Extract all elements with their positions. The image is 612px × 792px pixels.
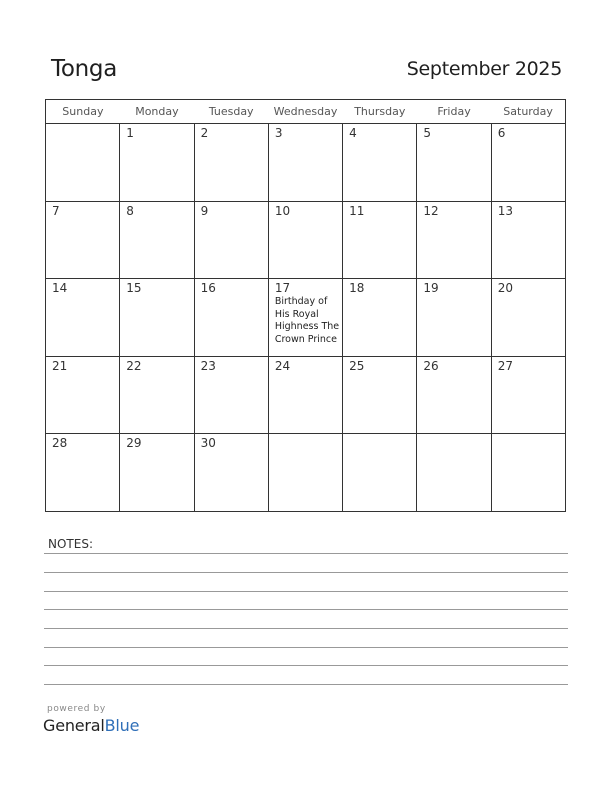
country-title: Tonga bbox=[51, 56, 117, 82]
day-cell bbox=[491, 124, 565, 202]
day-cell bbox=[343, 124, 417, 202]
day-number: 30 bbox=[200, 436, 216, 451]
day-number: 18 bbox=[349, 281, 365, 296]
day-number: 17 bbox=[274, 281, 291, 296]
day-number: 5 bbox=[423, 126, 432, 140]
day-cell bbox=[268, 124, 342, 202]
day-cell bbox=[46, 279, 120, 357]
weekday-saturday: Saturday bbox=[491, 100, 565, 124]
day-cell bbox=[417, 124, 491, 202]
day-cell-empty bbox=[343, 434, 417, 512]
week-row-3 bbox=[46, 279, 566, 357]
day-number: 12 bbox=[423, 203, 439, 218]
day-cell bbox=[194, 201, 268, 279]
day-cell bbox=[417, 356, 491, 434]
day-cell-empty bbox=[417, 434, 491, 512]
calendar-grid bbox=[45, 99, 566, 512]
day-number: 7 bbox=[52, 203, 60, 218]
day-cell bbox=[194, 279, 268, 357]
powered-by-text: powered by bbox=[47, 704, 106, 714]
month-title: September 2025 bbox=[406, 58, 562, 80]
week-row-5 bbox=[46, 434, 566, 512]
day-number: 10 bbox=[274, 203, 291, 218]
note-line bbox=[44, 647, 568, 648]
day-cell bbox=[343, 279, 417, 357]
day-cell bbox=[491, 201, 565, 279]
day-cell-empty bbox=[491, 434, 565, 512]
day-cell bbox=[46, 201, 120, 279]
day-cell bbox=[194, 356, 268, 434]
day-number: 20 bbox=[497, 281, 513, 296]
day-cell bbox=[194, 124, 268, 202]
note-line bbox=[44, 591, 568, 592]
day-number: 4 bbox=[349, 126, 357, 140]
day-cell-holiday bbox=[268, 279, 342, 357]
day-cell bbox=[343, 356, 417, 434]
day-number: 8 bbox=[126, 203, 134, 218]
day-cell-empty bbox=[268, 434, 342, 512]
note-line bbox=[44, 684, 568, 685]
day-cell bbox=[268, 201, 342, 279]
holiday-event: Birthday of His Royal Highness The Crown Prince bbox=[274, 296, 340, 345]
day-number: 3 bbox=[274, 126, 283, 140]
day-number: 21 bbox=[52, 358, 68, 373]
day-number: 19 bbox=[423, 281, 439, 296]
day-cell bbox=[120, 356, 194, 434]
day-cell bbox=[417, 279, 491, 357]
note-line bbox=[44, 628, 568, 629]
day-cell bbox=[491, 279, 565, 357]
day-number: 26 bbox=[423, 358, 439, 373]
note-line bbox=[44, 609, 568, 610]
week-row-2 bbox=[46, 201, 566, 279]
day-number: 25 bbox=[349, 358, 365, 373]
notes-label: NOTES: bbox=[48, 537, 93, 551]
note-line bbox=[44, 572, 568, 573]
logo-blue: Blue bbox=[104, 716, 140, 735]
day-cell bbox=[343, 201, 417, 279]
day-cell bbox=[46, 434, 120, 512]
day-number: 1 bbox=[126, 126, 134, 140]
day-cell bbox=[417, 201, 491, 279]
day-cell bbox=[46, 356, 120, 434]
generalblue-logo bbox=[43, 716, 139, 735]
weekday-monday: Monday bbox=[120, 100, 194, 124]
day-number: 23 bbox=[200, 358, 216, 373]
day-cell bbox=[268, 356, 342, 434]
day-cell bbox=[491, 356, 565, 434]
day-number: 11 bbox=[349, 203, 365, 218]
day-number: 2 bbox=[200, 126, 209, 140]
day-number: 27 bbox=[497, 358, 513, 373]
day-number: 24 bbox=[274, 358, 291, 373]
day-cell bbox=[194, 434, 268, 512]
weekday-header-row bbox=[46, 100, 566, 124]
weekday-sunday: Sunday bbox=[46, 100, 120, 124]
day-number: 14 bbox=[52, 281, 68, 296]
day-cell bbox=[120, 279, 194, 357]
weekday-friday: Friday bbox=[417, 100, 491, 124]
day-cell bbox=[120, 201, 194, 279]
note-line bbox=[44, 553, 568, 554]
logo-general: General bbox=[43, 716, 105, 735]
day-number: 29 bbox=[126, 436, 142, 451]
weekday-tuesday: Tuesday bbox=[194, 100, 268, 124]
day-number: 28 bbox=[52, 436, 68, 451]
day-number: 6 bbox=[497, 126, 506, 140]
day-number: 15 bbox=[126, 281, 142, 296]
day-number: 9 bbox=[200, 203, 209, 218]
day-number: 22 bbox=[126, 358, 142, 373]
day-cell bbox=[120, 124, 194, 202]
weekday-thursday: Thursday bbox=[343, 100, 417, 124]
day-number: 16 bbox=[200, 281, 216, 296]
week-row-1 bbox=[46, 124, 566, 202]
weekday-wednesday: Wednesday bbox=[268, 100, 342, 124]
week-row-4 bbox=[46, 356, 566, 434]
note-line bbox=[44, 665, 568, 666]
day-number: 13 bbox=[497, 203, 513, 218]
day-cell bbox=[120, 434, 194, 512]
day-cell bbox=[46, 124, 120, 202]
